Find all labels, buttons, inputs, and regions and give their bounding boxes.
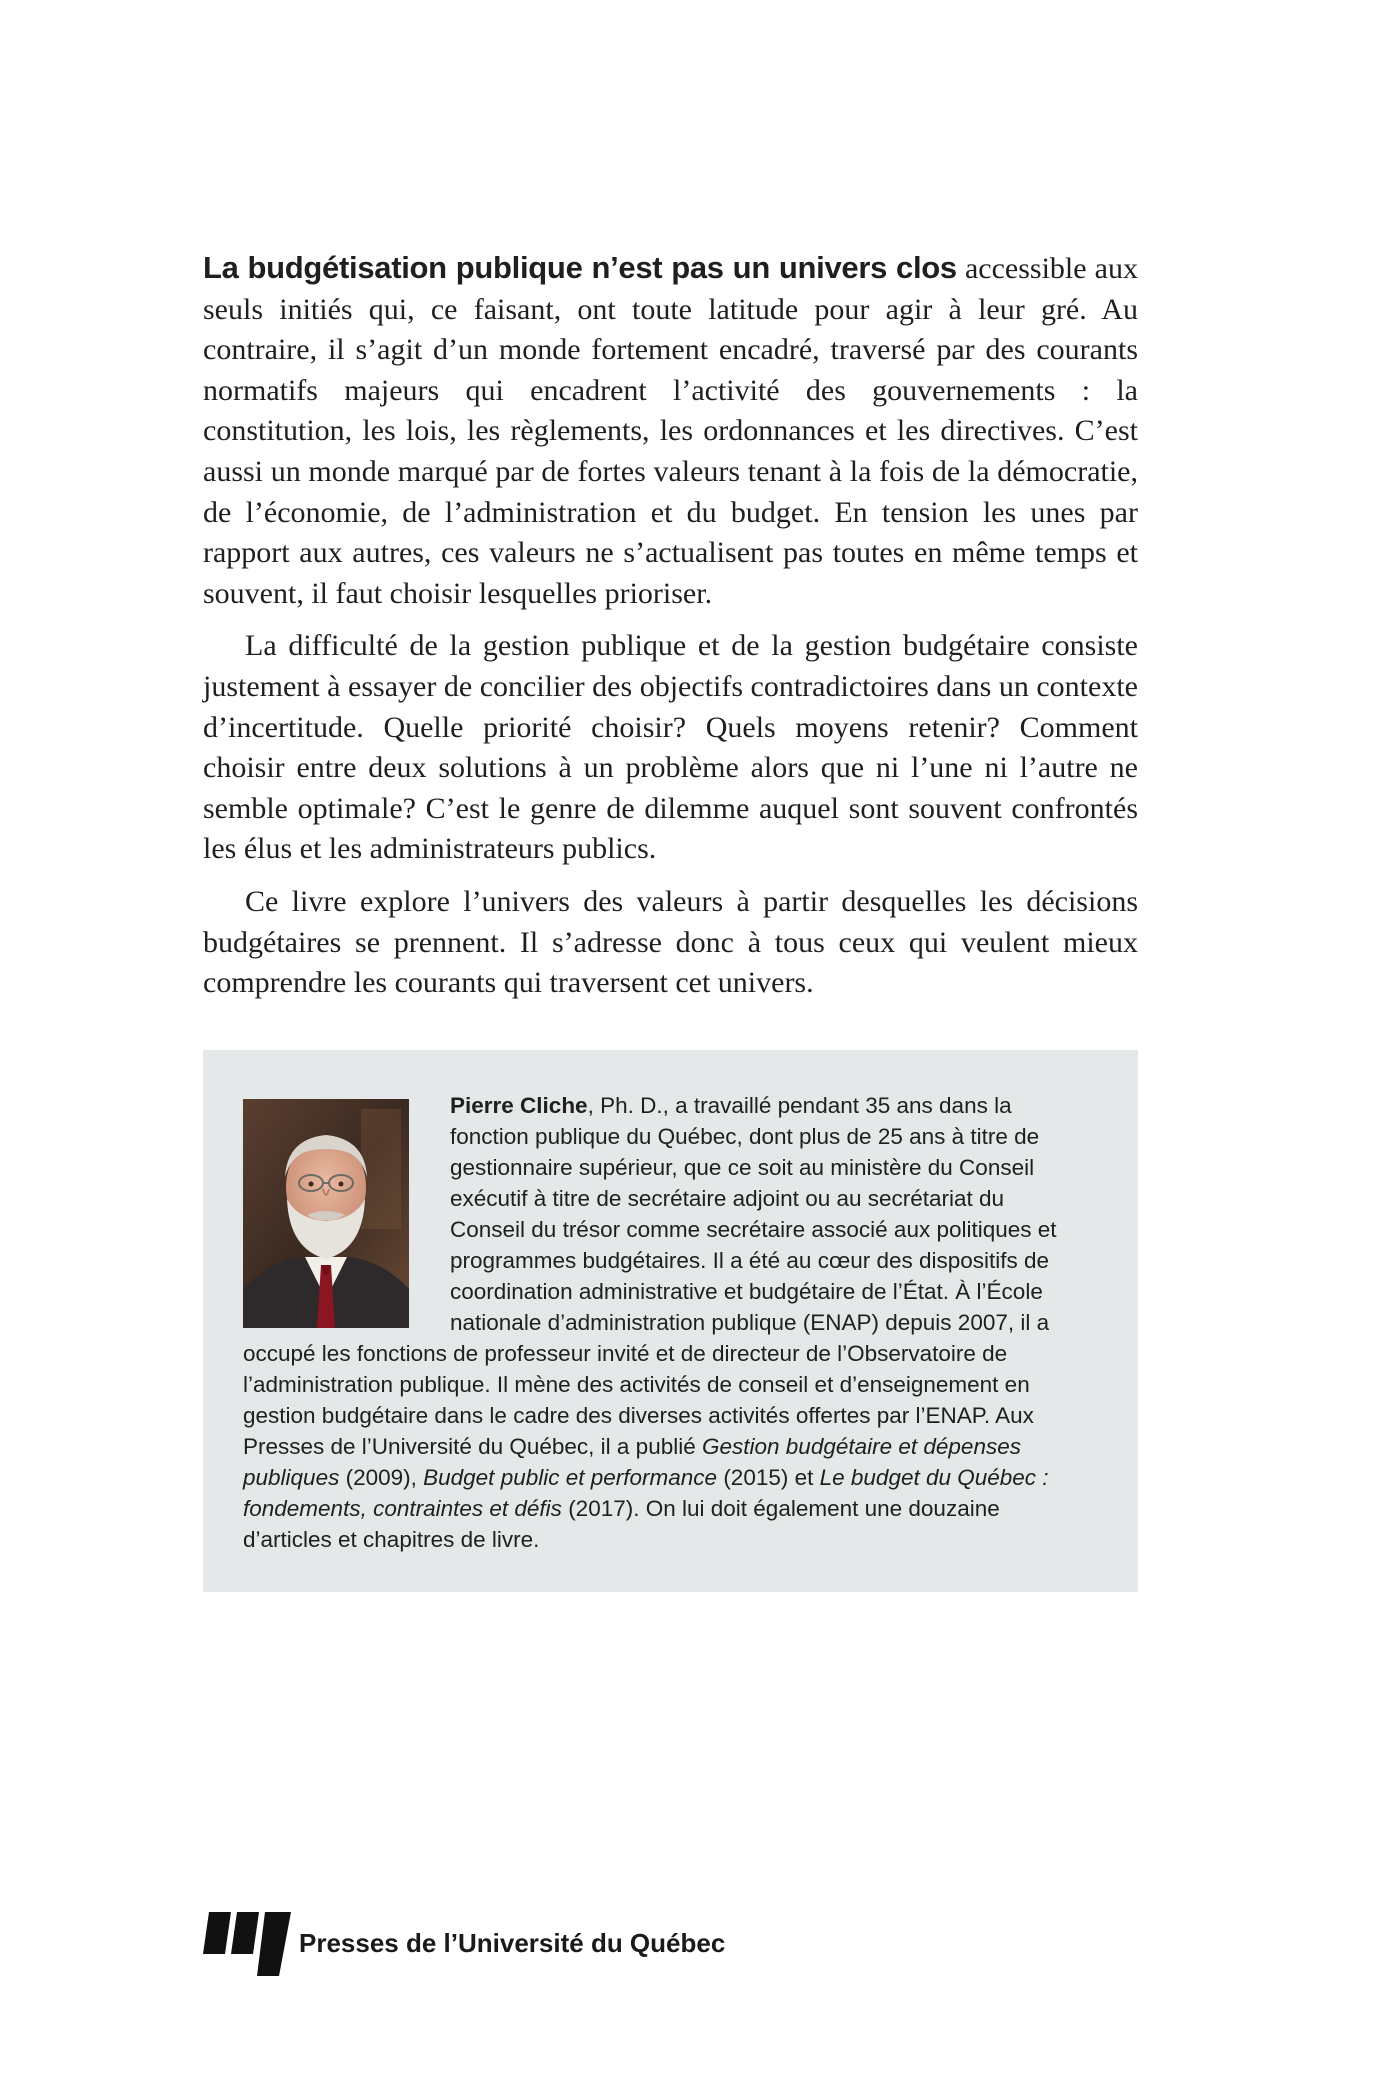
bio-text-2: (2009), bbox=[339, 1465, 424, 1490]
publisher-block bbox=[203, 1912, 803, 1976]
publisher-name: Presses de l’Université du Québec bbox=[299, 1928, 726, 1958]
publisher-logo-icon bbox=[203, 1912, 291, 1976]
author-name: Pierre Cliche bbox=[450, 1093, 588, 1118]
intro-paragraph-2: La difficulté de la gestion publique et de la gestion budgétaire consiste justement à essayer de concilier des objectifs contradictoires dans un contexte d’incertitude. Quelle priorité choisir? Quels moyens retenir? Comment choisir entre deux solutions à un problème alors que ni l’une ni l’autre ne semble optimale? C’est le genre de dilemme auquel sont souvent confrontés les élus et les administrateurs publics. bbox=[203, 629, 1138, 866]
intro-lead: La budgétisation publique n’est pas un univers clos bbox=[203, 250, 957, 285]
book-title-2: Budget public et performance bbox=[423, 1465, 718, 1490]
bio-text-3: (2015) et bbox=[717, 1465, 820, 1490]
intro-text bbox=[203, 248, 1138, 1016]
intro-paragraph-1-rest: accessible aux seuls initiés qui, ce faisant, ont toute latitude pour agir à leur gré. Au contraire, il s’agit d’un monde fortement encadré, traversé par des courants normatifs majeurs qui encadrent l’activité des gouvernements : la constitution, les lois, les règlements, les ordonnances et les directives. C’est aussi un monde marqué par de fortes valeurs tenant à la fois de la démocratie, de l’économie, de l’administration et du budget. En tension les unes par rapport aux autres, ces valeurs ne s’actualisent pas toutes en même temps et souvent, il faut choisir lesquelles prioriser. bbox=[203, 252, 1139, 610]
bio-text-1: , Ph. D., a travaillé pendant 35 ans dans la fonction publique du Québec, dont plus de 25 ans à titre de gestionnaire supérieur, que ce soit au ministère du Conseil exécutif à titre de secrétaire adjoint ou au secrétariat du Conseil du trésor comme secrétaire associé aux politiques et programmes budgétaires. Il a été au cœur des dispositifs de coordination administrative et budgétaire de l’État. À l’École nationale d’administration publique (ENAP) depuis 2007, il a occupé les fonctions de professeur invité et de directeur de l’Observatoire de l’administration publique. Il mène des activités de conseil et d’enseignement en gestion budgétaire dans le cadre des diverses activités offertes par l’ENAP. Aux Presses de l’Université du Québec, il a publié bbox=[243, 1093, 1057, 1459]
author-bio-box bbox=[203, 1050, 1138, 1592]
book-title-1: Gestion budgétaire et dépenses publiques bbox=[243, 1434, 1021, 1490]
book-title-3: Le budget du Québec : fondements, contraintes et défis bbox=[243, 1465, 1049, 1521]
intro-paragraph-1 bbox=[203, 248, 1138, 614]
bio-text-4: (2017). On lui doit également une douzaine d’articles et chapitres de livre. bbox=[243, 1496, 1000, 1552]
author-bio bbox=[243, 1090, 1083, 1555]
intro-paragraph-3: Ce livre explore l’univers des valeurs à partir desquelles les décisions budgétaires se prennent. Il s’adresse donc à tous ceux qui veulent mieux comprendre les courants qui traversent cet univers. bbox=[203, 884, 1138, 1000]
